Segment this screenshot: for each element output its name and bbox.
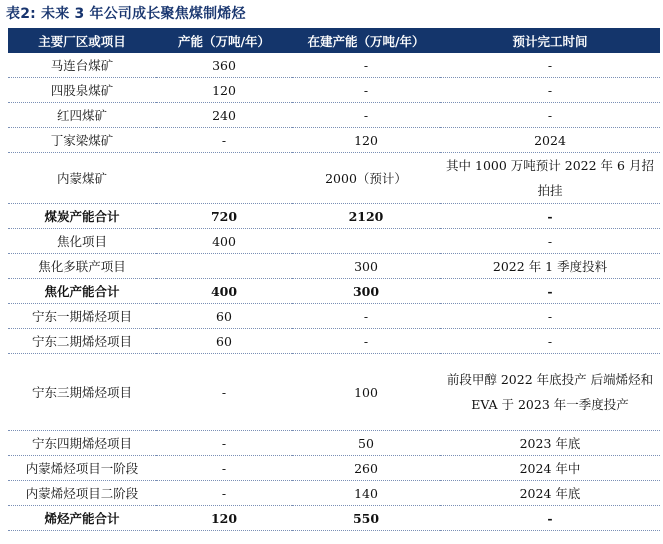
construction-value: 120 xyxy=(292,128,440,153)
capacity-table xyxy=(8,28,660,531)
project-name: 四股泉煤矿 xyxy=(8,78,156,103)
completion-value: 前段甲醇 2022 年底投产 后端烯烃和 EVA 于 2023 年一季度投产 xyxy=(440,354,660,431)
completion-value: - xyxy=(440,506,660,531)
table-row xyxy=(8,431,660,456)
construction-value: - xyxy=(292,304,440,329)
completion-value: - xyxy=(440,304,660,329)
capacity-value: 360 xyxy=(156,53,292,78)
completion-value: 2022 年 1 季度投料 xyxy=(440,254,660,279)
capacity-value: - xyxy=(156,354,292,431)
table-row xyxy=(8,481,660,506)
table-row xyxy=(8,78,660,103)
completion-value: - xyxy=(440,53,660,78)
completion-value: - xyxy=(440,103,660,128)
completion-value: 2024 年中 xyxy=(440,456,660,481)
table-row xyxy=(8,304,660,329)
capacity-value: - xyxy=(156,128,292,153)
construction-value: 50 xyxy=(292,431,440,456)
table-caption: 表2: 未来 3 年公司成长聚焦煤制烯烃 xyxy=(6,6,246,22)
table-row-total xyxy=(8,204,660,229)
table-row xyxy=(8,354,660,431)
construction-value: 100 xyxy=(292,354,440,431)
project-name: 内蒙煤矿 xyxy=(8,153,156,204)
header-project: 主要厂区或项目 xyxy=(8,28,156,53)
capacity-value: 240 xyxy=(156,103,292,128)
construction-value: - xyxy=(292,329,440,354)
capacity-value: 400 xyxy=(156,229,292,254)
project-name: 烯烃产能合计 xyxy=(8,506,156,531)
table-row xyxy=(8,153,660,204)
completion-value: - xyxy=(440,78,660,103)
table-row-total xyxy=(8,506,660,531)
completion-value: - xyxy=(440,204,660,229)
project-name: 红四煤矿 xyxy=(8,103,156,128)
table-row xyxy=(8,229,660,254)
header-construction: 在建产能（万吨/年） xyxy=(292,28,440,53)
completion-value: 2023 年底 xyxy=(440,431,660,456)
table-row xyxy=(8,254,660,279)
project-name: 宁东四期烯烃项目 xyxy=(8,431,156,456)
capacity-value: 720 xyxy=(156,204,292,229)
construction-value: 2120 xyxy=(292,204,440,229)
capacity-value xyxy=(156,254,292,279)
capacity-value: - xyxy=(156,431,292,456)
capacity-value: 120 xyxy=(156,506,292,531)
construction-value: 140 xyxy=(292,481,440,506)
table-row xyxy=(8,128,660,153)
capacity-value: 400 xyxy=(156,279,292,304)
capacity-value xyxy=(156,153,292,204)
project-name: 宁东二期烯烃项目 xyxy=(8,329,156,354)
completion-value: - xyxy=(440,279,660,304)
table-header-row xyxy=(8,28,660,53)
table-row xyxy=(8,456,660,481)
capacity-value: 60 xyxy=(156,329,292,354)
project-name: 马连台煤矿 xyxy=(8,53,156,78)
construction-value: 260 xyxy=(292,456,440,481)
construction-value: - xyxy=(292,103,440,128)
completion-value: 其中 1000 万吨预计 2022 年 6 月招拍挂 xyxy=(440,153,660,204)
project-name: 焦化产能合计 xyxy=(8,279,156,304)
construction-value: 2000（预计） xyxy=(292,153,440,204)
project-name: 内蒙烯烃项目二阶段 xyxy=(8,481,156,506)
project-name: 焦化项目 xyxy=(8,229,156,254)
table-row xyxy=(8,53,660,78)
construction-value: 300 xyxy=(292,279,440,304)
project-name: 宁东一期烯烃项目 xyxy=(8,304,156,329)
project-name: 煤炭产能合计 xyxy=(8,204,156,229)
completion-value: 2024 年底 xyxy=(440,481,660,506)
completion-value: - xyxy=(440,329,660,354)
construction-value: - xyxy=(292,78,440,103)
completion-value: 2024 xyxy=(440,128,660,153)
project-name: 焦化多联产项目 xyxy=(8,254,156,279)
project-name: 宁东三期烯烃项目 xyxy=(8,354,156,431)
construction-value: 300 xyxy=(292,254,440,279)
construction-value: - xyxy=(292,53,440,78)
capacity-value: - xyxy=(156,456,292,481)
construction-value xyxy=(292,229,440,254)
table-row xyxy=(8,329,660,354)
header-completion: 预计完工时间 xyxy=(440,28,660,53)
project-name: 内蒙烯烃项目一阶段 xyxy=(8,456,156,481)
capacity-value: 120 xyxy=(156,78,292,103)
capacity-value: 60 xyxy=(156,304,292,329)
construction-value: 550 xyxy=(292,506,440,531)
completion-value: - xyxy=(440,229,660,254)
capacity-value: - xyxy=(156,481,292,506)
table-row-total xyxy=(8,279,660,304)
project-name: 丁家梁煤矿 xyxy=(8,128,156,153)
table-row xyxy=(8,103,660,128)
header-capacity: 产能（万吨/年） xyxy=(156,28,292,53)
